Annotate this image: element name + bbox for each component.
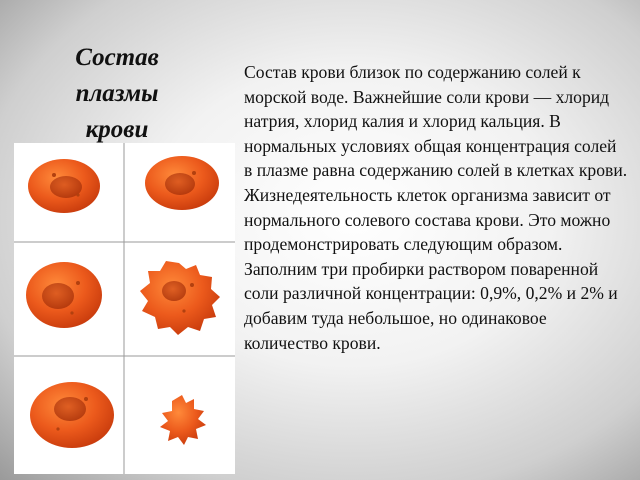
- cell-normal-left-3: [30, 382, 114, 448]
- red-blood-cells-illustration: [14, 143, 235, 474]
- cell-normal-left-2: [26, 262, 102, 328]
- cell-shrunken-right-3: [160, 395, 206, 445]
- cell-normal-left-1: [28, 159, 100, 213]
- cell-normal-right-1: [145, 156, 219, 210]
- slide-title: Состав плазмы крови: [75, 44, 159, 143]
- cell-swollen-right-2: [140, 261, 220, 335]
- paragraph-salt-composition: Состав крови близок по содержанию солей к морской воде. Важнейшие соли крови — хлорид натрия, хлорид калия и хлорид кальция. В нормальных условиях общая концентрация солей в плазме равна содержанию солей в клетках крови.: [244, 62, 628, 181]
- paragraph-experiment: Жизнедеятельность клеток организма зависит от нормального солевого состава крови. Это можно продемонстрировать следующим образом. Заполним три пробирки раствором поваренной соли различной концентрации: 0,9%, 0,2% и 2% и добавим туда небольшое, но одинаковое количество крови.: [244, 184, 618, 353]
- blood-cells-figure: [14, 143, 235, 474]
- slide-body-text: [244, 60, 628, 355]
